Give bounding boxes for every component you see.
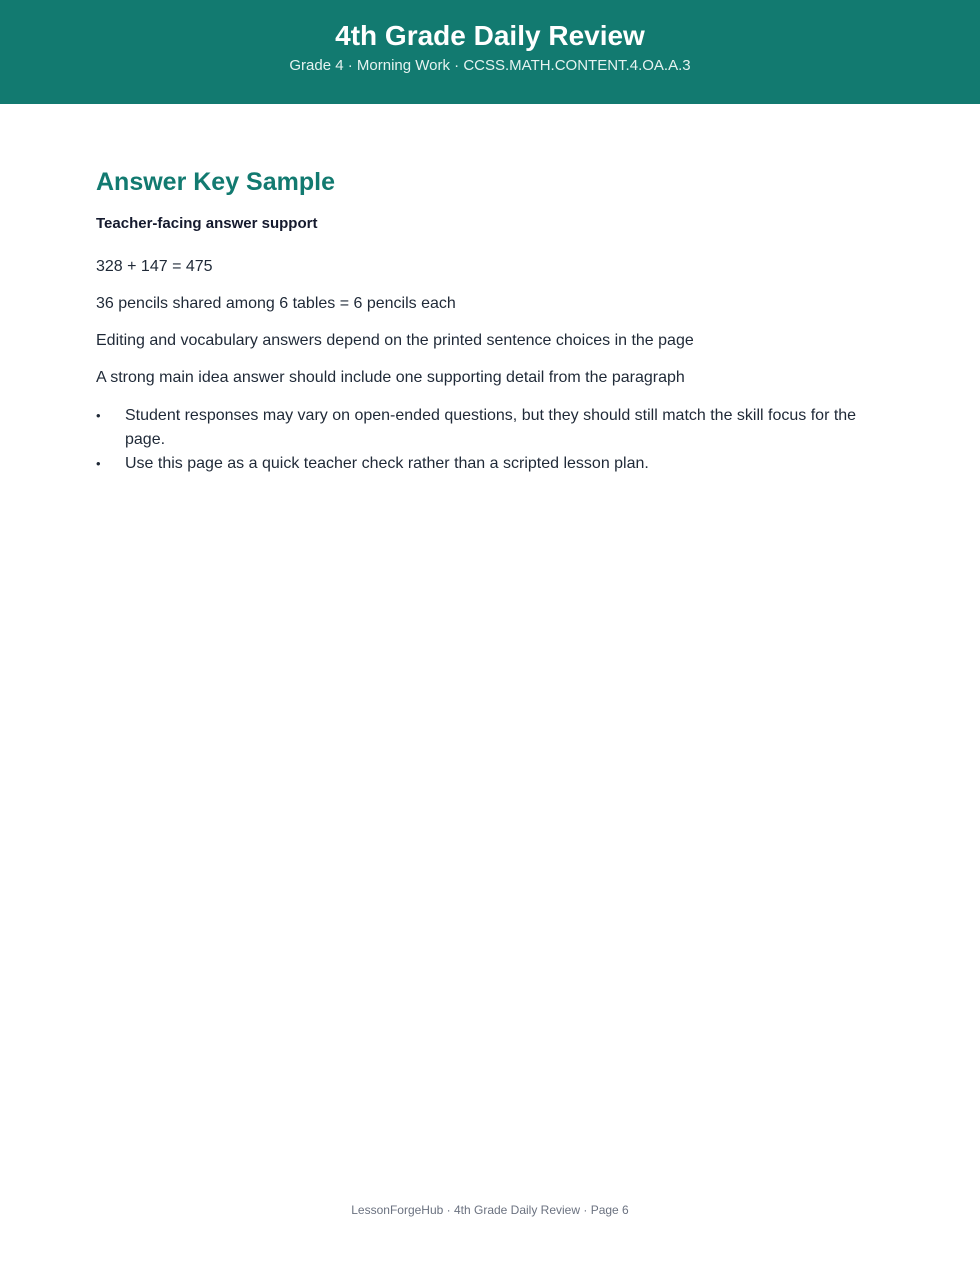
teacher-note-text: Use this page as a quick teacher check rather than a scripted lesson plan. [125,455,649,472]
teacher-notes-list [96,404,886,476]
answer-item: 328 + 147 = 475 [96,258,213,275]
section-title: Answer Key Sample [96,168,335,196]
section-subheading: Teacher-facing answer support [96,215,318,232]
teacher-note-text: Student responses may vary on open-ended questions, but they should still match the skill focus for the page. [125,407,857,448]
page-header [0,0,980,104]
teacher-note-item [96,452,886,476]
page-footer: LessonForgeHub · 4th Grade Daily Review · Page 6 [351,1203,629,1217]
teacher-note-item [96,404,886,452]
bullet-icon: • [96,456,101,471]
answer-item: Editing and vocabulary answers depend on the printed sentence choices in the page [96,332,694,349]
answer-item: 36 pencils shared among 6 tables = 6 pencils each [96,295,456,312]
answer-item: A strong main idea answer should include one supporting detail from the paragraph [96,369,685,386]
answer-key-section [96,166,886,476]
document-subtitle: Grade 4 · Morning Work · CCSS.MATH.CONTENT.4.OA.A.3 [289,57,691,74]
bullet-icon: • [96,408,101,423]
answer-list [96,256,886,389]
document-title: 4th Grade Daily Review [335,20,645,51]
